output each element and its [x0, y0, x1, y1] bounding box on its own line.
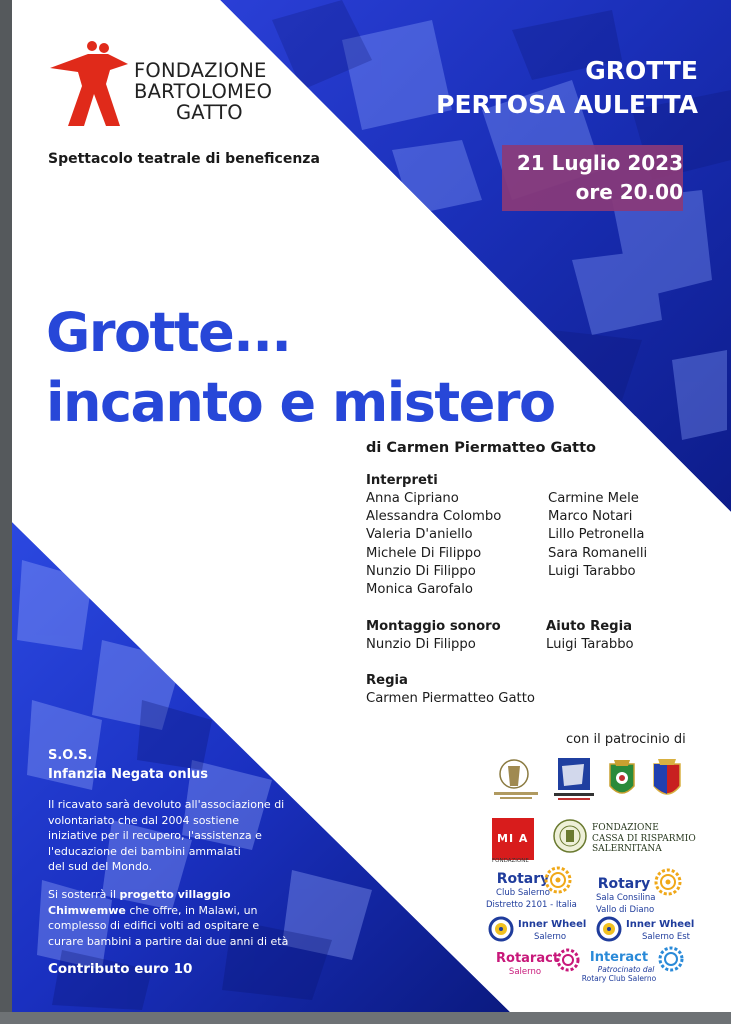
- rotaract-wheel-icon: [556, 948, 580, 972]
- red-dancers-icon: [48, 40, 130, 128]
- cultural-association-logo-icon: [490, 756, 542, 802]
- rotaract-logo: [496, 951, 560, 978]
- charity-text-line: [48, 887, 318, 903]
- municipal-crest-icon: [604, 756, 640, 804]
- charity-text: Si sosterrà il: [48, 888, 120, 901]
- charity-text-line: complesso di edifici volti ad ospitare e: [48, 919, 260, 932]
- project-name-2: Chimwemwe: [48, 903, 126, 917]
- sound-heading: Montaggio sonoro: [366, 619, 501, 634]
- interact-wheel-icon: [658, 946, 684, 972]
- rotaract-name: Rotaract: [496, 951, 560, 966]
- event-date: 21 Luglio 2023: [516, 151, 683, 175]
- rotary-sala-line-1: Sala Consilina: [596, 893, 656, 903]
- carisal-line: SALERNITANA: [592, 844, 662, 854]
- bottom-border: [0, 1012, 731, 1024]
- inner-wheel-est-name: Inner Wheel: [626, 919, 695, 930]
- charity-text-line: volontariato che dal 2004 sostiene: [48, 813, 240, 827]
- inner-wheel-salerno: [518, 919, 586, 943]
- mica-sub: FONDAZIONE: [492, 858, 529, 864]
- inner-wheel-salerno-name: Inner Wheel: [518, 919, 587, 930]
- cast-member: Valeria D'aniello: [366, 527, 473, 543]
- cast-member: Sara Romanelli: [548, 545, 648, 561]
- foundation-name-line-1: FONDAZIONE: [134, 59, 267, 82]
- cast-member: Monica Garofalo: [366, 582, 473, 598]
- cast-column-2: [548, 490, 647, 581]
- rotary-sala-name: Rotary: [597, 876, 651, 892]
- rotary-sala-line-2: Vallo di Diano: [596, 905, 655, 915]
- patronage-heading: con il patrocinio di: [566, 732, 686, 747]
- foundation-name-line-2: BARTOLOMEO: [134, 80, 273, 103]
- project-name: progetto villaggio: [119, 888, 231, 901]
- charity-text: che offre, in Malawi, un: [125, 903, 258, 917]
- charity-name-line-1: S.O.S.: [48, 748, 93, 763]
- left-border: [0, 0, 12, 1024]
- foundation-name: [134, 60, 272, 123]
- mica-label: MI A: [497, 832, 529, 845]
- charity-name-line-2: Infanzia Negata onlus: [48, 767, 209, 782]
- inner-wheel-icon: [596, 916, 622, 942]
- carisal-name: [592, 823, 696, 855]
- charity-text-line: del sud del Mondo.: [48, 860, 152, 873]
- charity-text-line: [48, 903, 318, 919]
- location-line-1: GROTTE: [585, 56, 698, 85]
- rotary-sala-logo: [596, 876, 656, 916]
- interact-logo: [580, 950, 658, 983]
- mica-foundation-logo: [492, 818, 534, 860]
- cast-member: Carmine Mele: [548, 491, 639, 506]
- cast-member: Alessandra Colombo: [366, 509, 502, 525]
- rotary-salerno-name: Rotary: [496, 871, 550, 887]
- cast-column-1: [366, 490, 501, 599]
- direction-name: Carmen Piermatteo Gatto: [366, 691, 535, 706]
- charity-text-line: Il ricavato sarà devoluto all'associazione di: [48, 798, 285, 811]
- charity-name: [48, 746, 208, 784]
- rotary-salerno-line-1: Club Salerno: [496, 888, 550, 898]
- cast-member: Marco Notari: [548, 509, 633, 525]
- foundation-name-line-3: GATTO: [176, 101, 243, 124]
- location-line-2: PERTOSA AULETTA: [436, 90, 698, 119]
- inner-wheel-est-sub: Salerno Est: [642, 932, 690, 942]
- cast-member: Luigi Tarabbo: [548, 563, 636, 579]
- carisal-seal-icon: [552, 818, 588, 854]
- sound-name: Nunzio Di Filippo: [366, 637, 476, 652]
- cast-member: Anna Cipriano: [366, 491, 459, 506]
- title-line-2: incanto e mistero: [46, 371, 555, 434]
- direction-heading: Regia: [366, 673, 408, 688]
- date-time: [517, 149, 683, 207]
- charity-paragraph-2: [48, 887, 318, 949]
- inner-wheel-salerno-sub: Salerno: [534, 932, 567, 942]
- charity-text-line: curare bambini a partire dai due anni di età: [48, 934, 289, 948]
- event-type: Spettacolo teatrale di beneficenza: [48, 151, 320, 167]
- contribution: Contributo euro 10: [48, 961, 193, 977]
- title-line-1: Grotte...: [46, 301, 291, 364]
- town-crest-icon: [648, 756, 686, 804]
- interact-name: Interact: [589, 950, 649, 965]
- interact-line-1: Patrocinato dal: [597, 965, 655, 974]
- author: di Carmen Piermatteo Gatto: [366, 440, 596, 456]
- campania-region-logo-icon: [552, 756, 598, 804]
- rotaract-sub: Salerno: [508, 967, 542, 977]
- charity-paragraph-1: [48, 797, 298, 875]
- cast-member: Lillo Petronella: [548, 527, 645, 543]
- cast-member: Nunzio Di Filippo: [366, 563, 476, 579]
- carisal-line: FONDAZIONE: [592, 823, 659, 833]
- rotary-salerno-line-2: Distretto 2101 - Italia: [486, 900, 577, 910]
- inner-wheel-est: [626, 919, 694, 943]
- location: [436, 54, 698, 122]
- inner-wheel-icon: [488, 916, 514, 942]
- event-time: ore 20.00: [575, 180, 683, 204]
- cast-heading: Interpreti: [366, 473, 438, 488]
- rotary-wheel-icon: [654, 868, 682, 896]
- interact-line-2: Rotary Club Salerno: [581, 974, 657, 983]
- rotary-wheel-icon: [544, 866, 572, 894]
- cast-member: Michele Di Filippo: [366, 545, 482, 561]
- assistant-name: Luigi Tarabbo: [546, 637, 634, 652]
- charity-text-line: l'educazione dei bambini ammalati: [48, 844, 241, 858]
- carisal-line: CASSA DI RISPARMIO: [592, 833, 696, 844]
- charity-text-line: iniziative per il recupero, l'assistenza e: [48, 829, 262, 842]
- poster: [12, 0, 731, 1012]
- assistant-heading: Aiuto Regia: [546, 619, 633, 634]
